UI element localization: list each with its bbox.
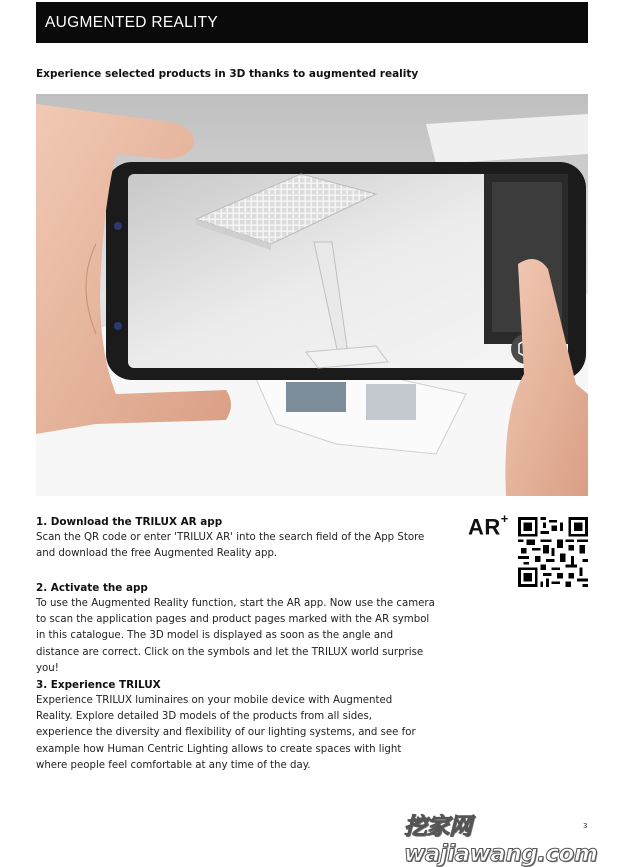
- step-download: [36, 514, 436, 562]
- step-download-heading: 1. Download the TRILUX AR app: [36, 516, 223, 528]
- ar-phone-illustration: [36, 94, 588, 496]
- section-title: AUGMENTED REALITY: [45, 13, 219, 31]
- step-download-body: Scan the QR code or enter 'TRILUX AR' into the search field of the App Store and download the free Augmented Reality app.: [36, 532, 425, 560]
- ar-badge-plus: +: [500, 511, 509, 526]
- ar-badge-text: AR: [468, 514, 501, 540]
- step-experience: [36, 677, 431, 774]
- watermark: 挖家网 wajiawang.com: [404, 814, 598, 867]
- ar-photo: [36, 94, 588, 496]
- step-experience-body: Experience TRILUX luminaires on your mobile device with Augmented Reality. Explore detailed 3D models of the products from all sides, experience the diversity and flexibility of our lighting systems, and see for example how Human Centric Lighting allows to create spaces with light where people feel comfortable at any time of the day.: [36, 695, 416, 771]
- step-activate: [36, 580, 436, 677]
- ar-badge: [468, 511, 509, 540]
- section-header: [36, 2, 588, 43]
- step-activate-heading: 2. Activate the app: [36, 582, 148, 594]
- qr-code: [518, 517, 588, 587]
- step-experience-heading: 3. Experience TRILUX: [36, 679, 161, 691]
- step-activate-body: To use the Augmented Reality function, start the AR app. Now use the camera to scan the application pages and product pages marked with the AR symbol in this catalogue. The 3D model is displayed as soon as the angle and distance are correct. Click on the symbols and let the TRILUX world surprise you!: [36, 598, 435, 674]
- subtitle: Experience selected products in 3D thanks to augmented reality: [36, 68, 419, 80]
- page-number: 3: [583, 822, 588, 830]
